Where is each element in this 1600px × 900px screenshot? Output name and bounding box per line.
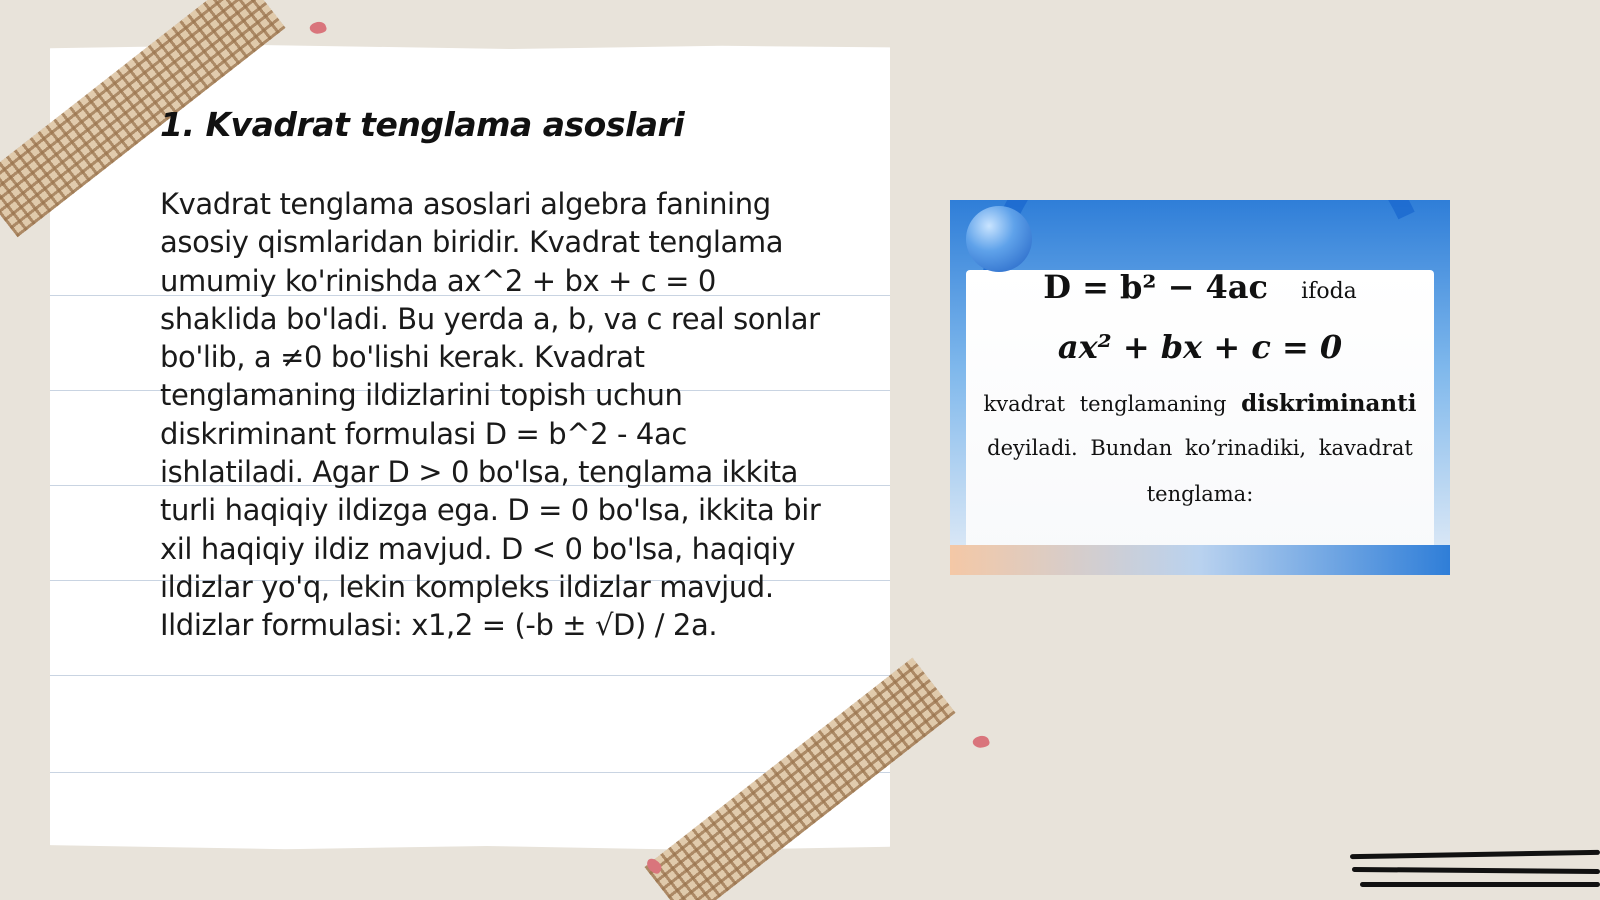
formula-image [950, 200, 1450, 575]
formula-caption-line: deyiladi. Bundan ko’rinadiki, kavadrat [987, 436, 1413, 460]
brush-stroke [1360, 882, 1600, 887]
discriminant-formula: D = b² − 4ac [1043, 268, 1269, 306]
formula-word: ifoda [1301, 279, 1357, 304]
discriminant-formula-line [950, 268, 1450, 306]
slide-title: 1. Kvadrat tenglama asoslari [160, 105, 685, 144]
brush-stroke [1350, 850, 1600, 859]
formula-caption-line: tenglama: [1146, 482, 1254, 506]
decorative-band [950, 545, 1450, 575]
tape-tip-decoration [308, 20, 327, 37]
tape-tip-decoration [971, 734, 990, 751]
quadratic-equation-formula: ax² + bx + c = 0 [1057, 328, 1343, 366]
decorative-orb [966, 206, 1032, 272]
caption-text: kvadrat tenglamaning [983, 392, 1227, 416]
formula-caption-line [950, 390, 1450, 417]
slide-body-text: Kvadrat tenglama asoslari algebra fanining asosiy qismlaridan biridir. Kvadrat tenglama umumiy ko'rinishda ax^2 + bx + c = 0 shaklida bo'ladi. Bu yerda a, b, va c real sonlar bo'lib, a ≠0 bo'lishi kerak. Kvadrat tenglamaning ildizlarini topish uchun diskriminant formulasi D = b^2 - 4ac ishlatiladi. Agar D > 0 bo'lsa, tenglama ikkita turli haqiqiy ildizga ega. D = 0 bo'lsa, ikkita bir xil haqiqiy ildiz mavjud. D < 0 bo'lsa, haqiqiy ildizlar yo'q, lekin kompleks ildizlar mavjud. Ildizlar formulasi: x1,2 = (-b ± √D) / 2a. [160, 187, 821, 643]
paper-rule-line [50, 675, 890, 676]
caption-bold-term: diskriminanti [1241, 390, 1417, 417]
brush-stroke [1352, 867, 1600, 874]
